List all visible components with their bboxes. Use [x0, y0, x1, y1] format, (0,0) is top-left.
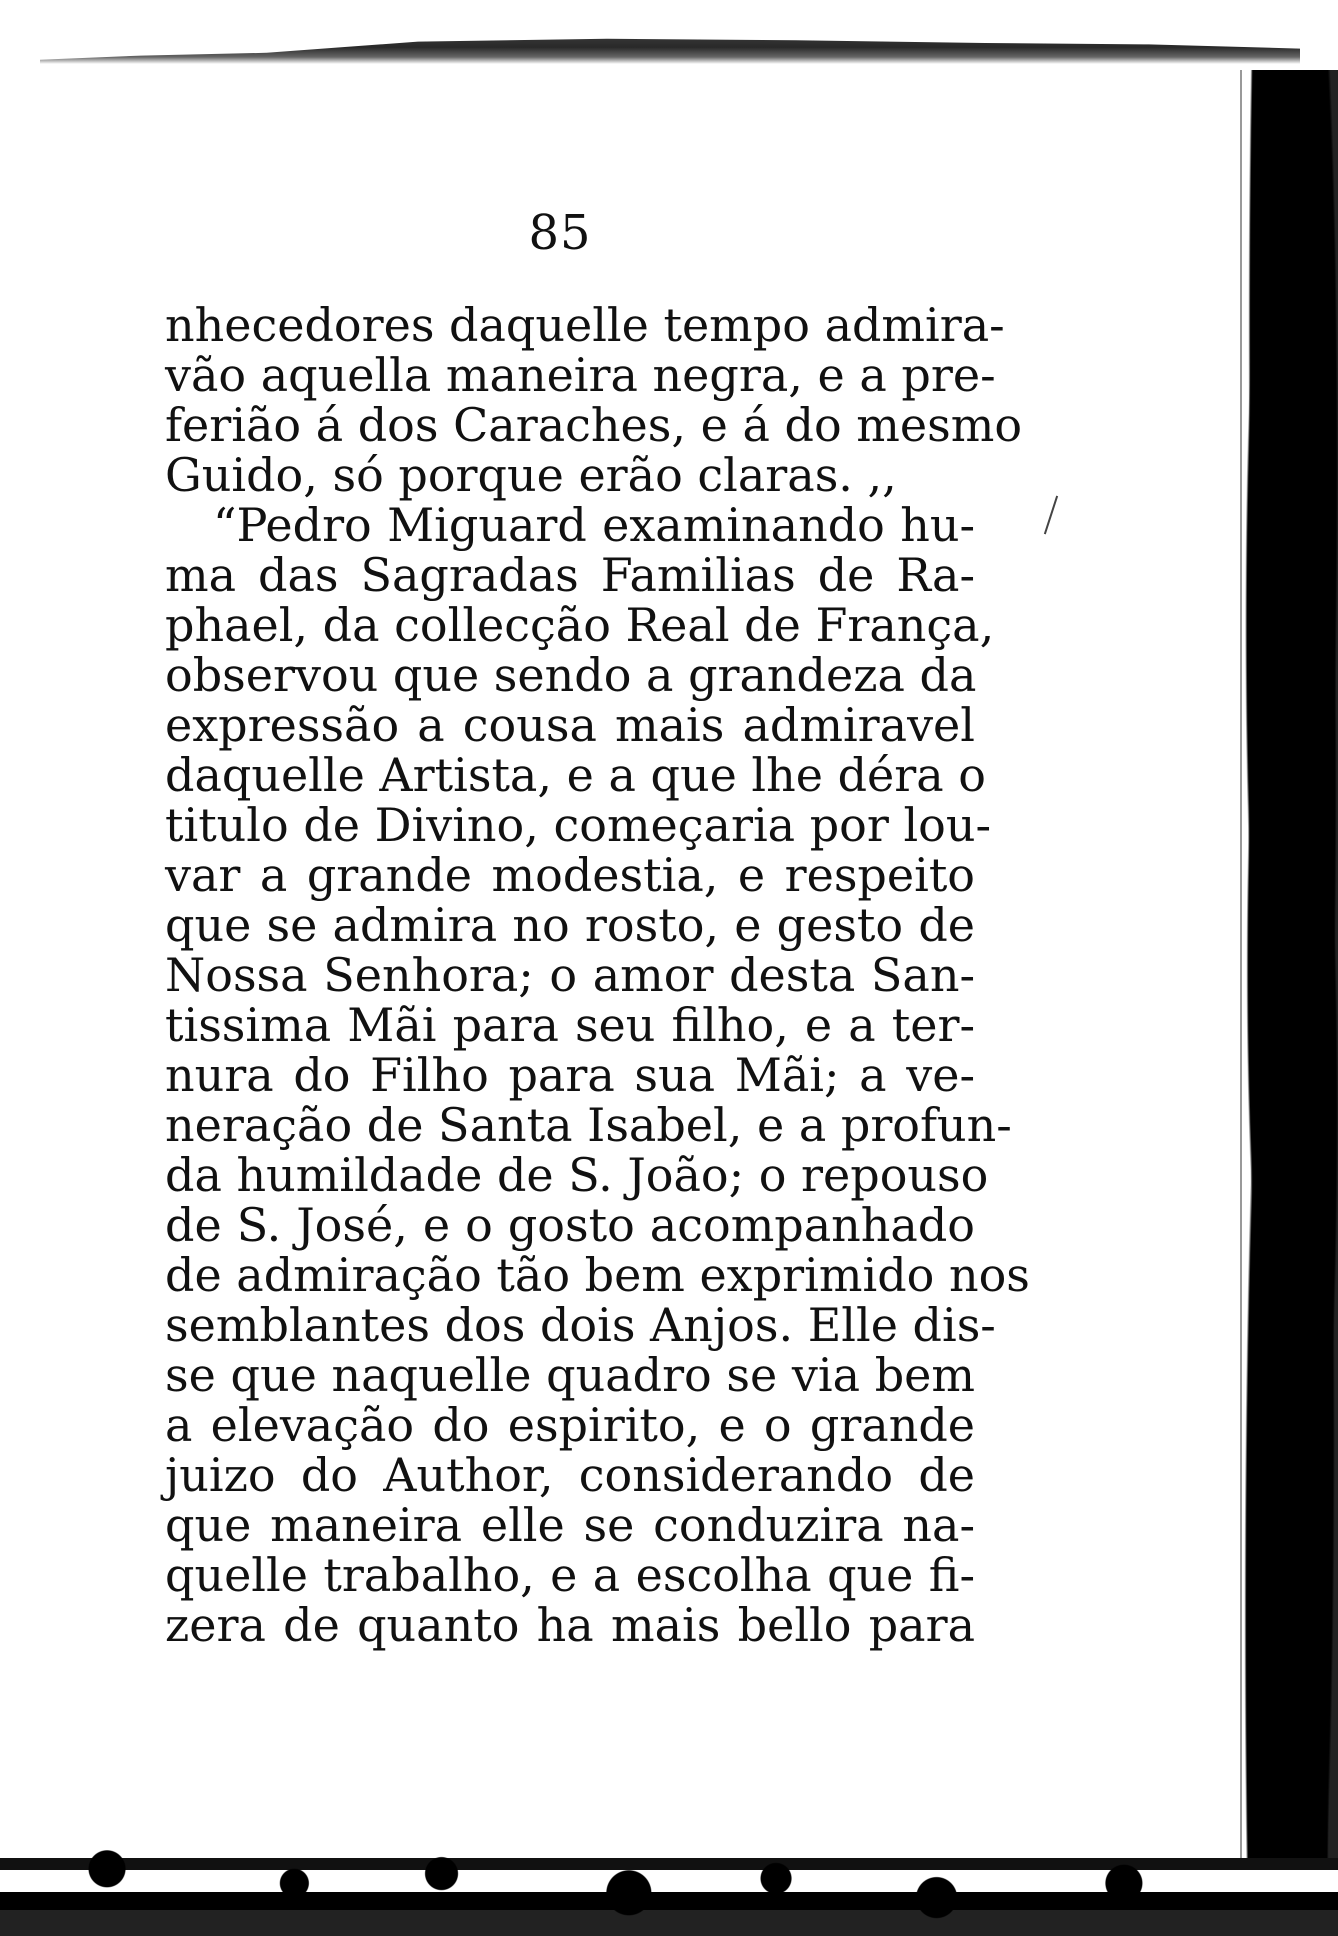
text-line: “Pedro Miguard examinando hu-: [213, 498, 975, 552]
text-line: da humildade de S. João; o repouso: [165, 1148, 989, 1202]
body-text: [165, 298, 1030, 1652]
text-line: quelle trabalho, e a escolha que fi-: [165, 1548, 975, 1602]
text-line: juizo do Author, considerando de: [165, 1448, 975, 1502]
text-line: zera de quanto ha mais bello para: [165, 1598, 975, 1652]
scan-top-edge: [40, 36, 1300, 64]
text-line: ma das Sagradas Familias de Ra-: [165, 548, 975, 602]
text-line: que se admira no rosto, e gesto de: [165, 898, 975, 952]
text-line: ferião á dos Caraches, e á do mesmo: [165, 398, 1023, 452]
page-number: 85: [528, 205, 592, 261]
text-line: neração de Santa Isabel, e a profun-: [165, 1098, 1012, 1152]
text-line: titulo de Divino, começaria por lou-: [165, 798, 992, 852]
text-line: nura do Filho para sua Mãi; a ve-: [165, 1048, 975, 1102]
text-line: Guido, só porque erão claras. ,,: [165, 448, 897, 502]
text-line: de S. José, e o gosto acompanhado: [165, 1198, 975, 1252]
scan-bottom-edge: [0, 1840, 1338, 1936]
text-line: observou que sendo a grandeza da: [165, 648, 977, 702]
text-line: Nossa Senhora; o amor desta San-: [165, 948, 975, 1002]
text-line: semblantes dos dois Anjos. Elle dis-: [165, 1298, 996, 1352]
stray-mark: [1044, 496, 1058, 535]
text-line: que maneira elle se conduzira na-: [165, 1498, 975, 1552]
text-line: phael, da collecção Real de França,: [165, 598, 995, 652]
text-line: a elevação do espirito, e o grande: [165, 1398, 975, 1452]
text-line: tissima Mãi para seu filho, e a ter-: [165, 998, 975, 1052]
scan-right-edge: [1232, 70, 1338, 1870]
text-line: var a grande modestia, e respeito: [165, 848, 975, 902]
text-line: de admiração tão bem exprimido nos: [165, 1248, 1030, 1302]
text-line: expressão a cousa mais admiravel: [165, 698, 975, 752]
text-line: nhecedores daquelle tempo admira-: [165, 298, 1005, 352]
text-line: se que naquelle quadro se via bem: [165, 1348, 975, 1402]
text-line: daquelle Artista, e a que lhe déra o: [165, 748, 986, 802]
text-line: vão aquella maneira negra, e a pre-: [165, 348, 996, 402]
